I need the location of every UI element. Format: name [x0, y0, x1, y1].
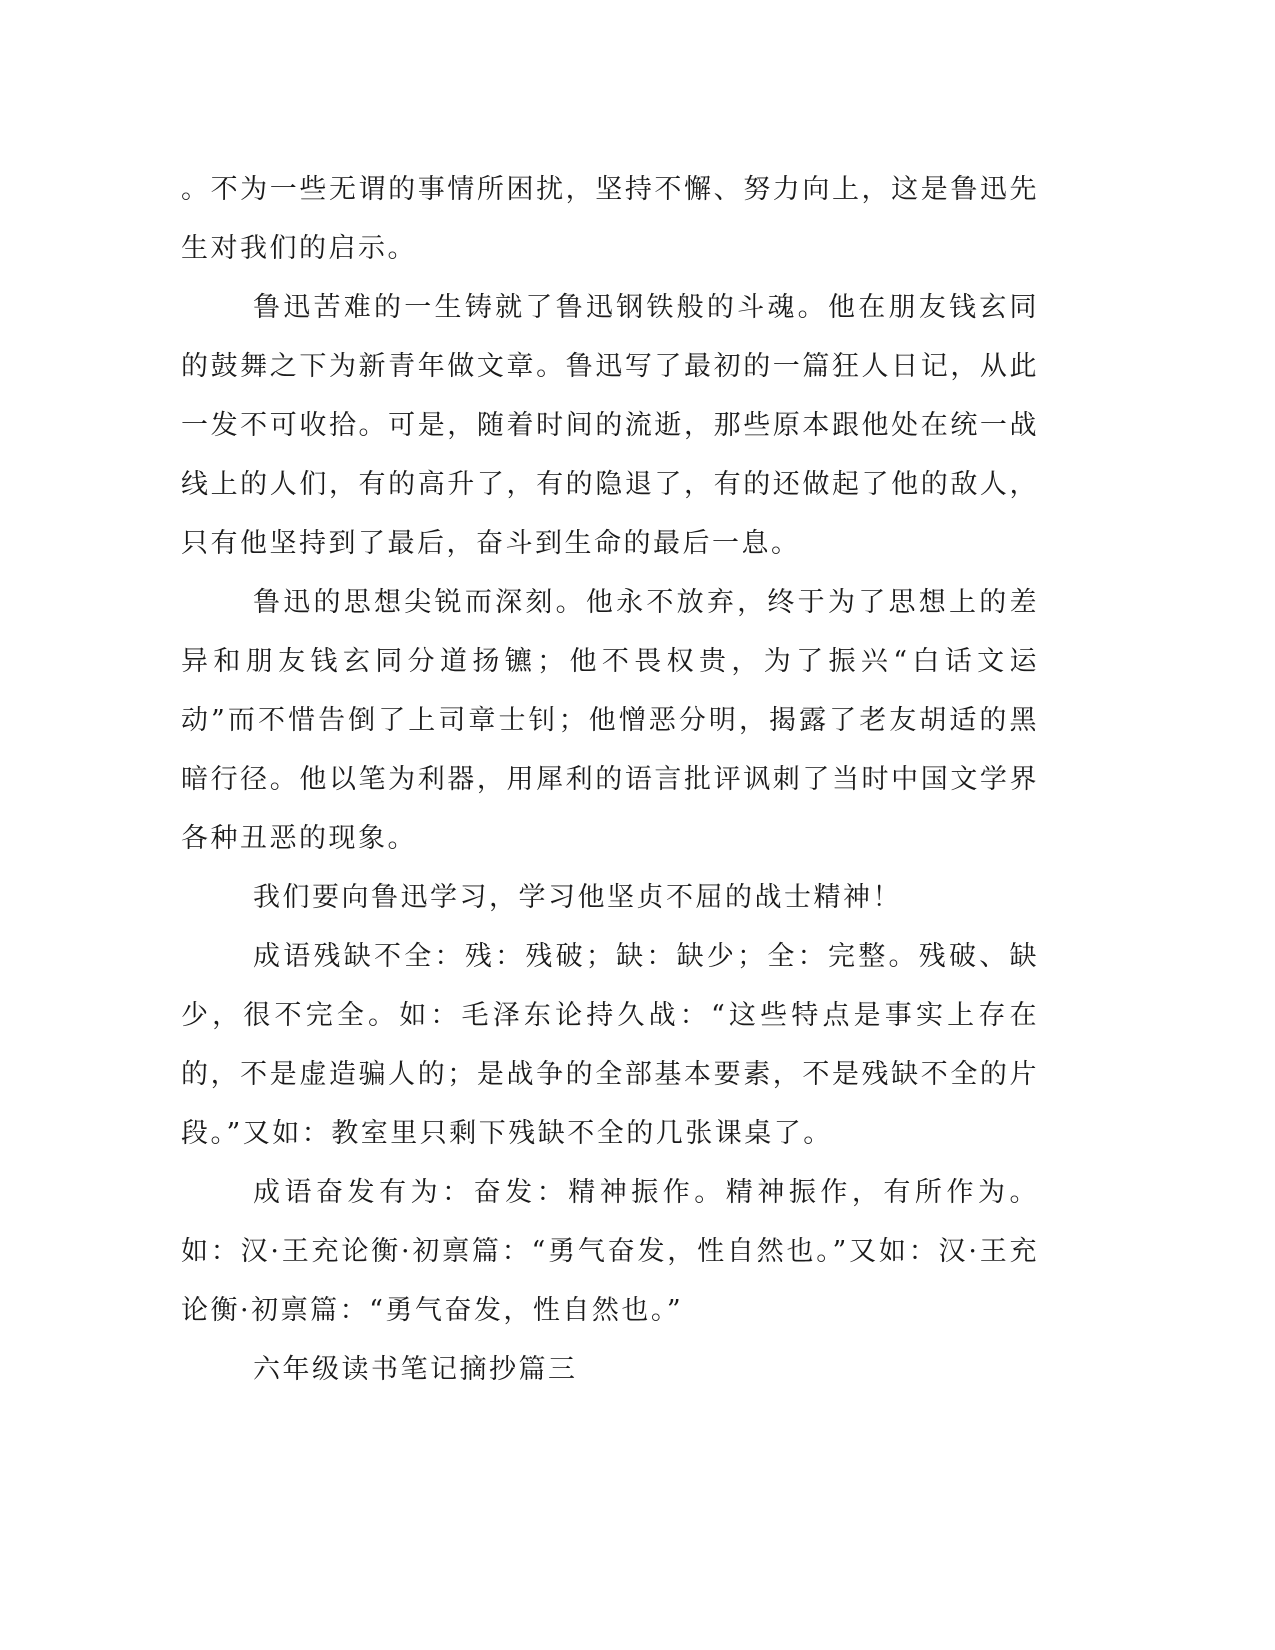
- section-heading: 六年级读书笔记摘抄篇三: [253, 1354, 578, 1385]
- paragraph-6: 成语奋发有为：奋发：精神振作。精神振作，有所作为。如：汉·王充论衡·初禀篇：“勇气奋发，性自然也。”又如：汉·王充论衡·初禀篇：“勇气奋发，性自然也。”: [181, 1177, 1039, 1326]
- paragraph-5: 成语残缺不全：残：残破；缺：缺少；全：完整。残破、缺少，很不完全。如：毛泽东论持久战：“这些特点是事实上存在的，不是虚造骗人的；是战争的全部基本要素，不是残缺不全的片段。”又如：教室里只剩下残缺不全的几张课桌了。: [181, 941, 1039, 1149]
- paragraph-4: 我们要向鲁迅学习，学习他坚贞不屈的战士精神！: [253, 882, 902, 913]
- paragraph-2: 鲁迅苦难的一生铸就了鲁迅钢铁般的斗魂。他在朋友钱玄同的鼓舞之下为新青年做文章。鲁迅写了最初的一篇狂人日记，从此一发不可收拾。可是，随着时间的流逝，那些原本跟他处在统一战线上的人们，有的高升了，有的隐退了，有的还做起了他的敌人，只有他坚持到了最后，奋斗到生命的最后一息。: [181, 292, 1039, 559]
- paragraph-3: 鲁迅的思想尖锐而深刻。他永不放弃，终于为了思想上的差异和朋友钱玄同分道扬镳；他不畏权贵，为了振兴“白话文运动”而不惜告倒了上司章士钊；他憎恶分明，揭露了老友胡适的黑暗行径。他以笔为利器，用犀利的语言批评讽刺了当时中国文学界各种丑恶的现象。: [181, 587, 1039, 854]
- paragraph-1: 。不为一些无谓的事情所困扰，坚持不懈、努力向上，这是鲁迅先生对我们的启示。: [181, 174, 1039, 264]
- document-body: [181, 160, 1039, 1399]
